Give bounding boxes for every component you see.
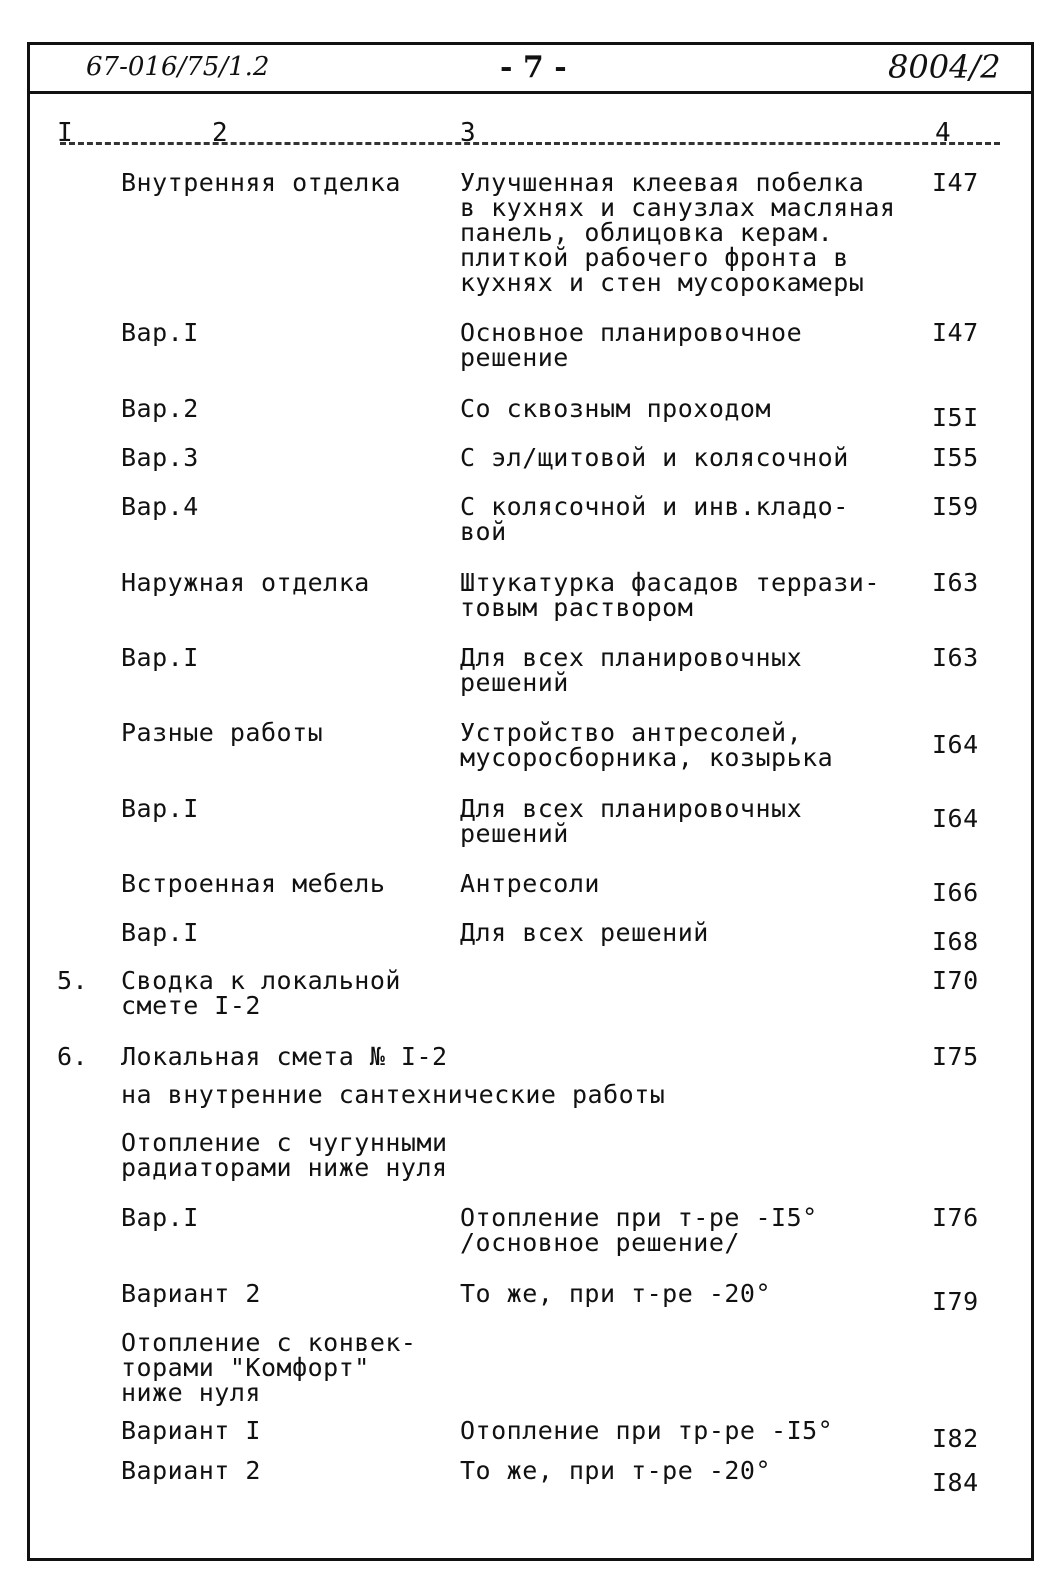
cell-row17-c2: Вариант 2: [121, 1279, 261, 1308]
header-dash-line: [60, 142, 1000, 145]
cell-row7-c3: Для всех планировочных решений: [460, 643, 803, 697]
cell-row4-c4: I55: [932, 443, 979, 472]
cell-row13-c1: 6.: [57, 1042, 89, 1071]
cell-row12-c1: 5.: [57, 966, 89, 995]
cell-row8-c3: Устройство антресолей, мусоросборника, козырька: [460, 718, 834, 772]
cell-row3-c4: I5I: [932, 403, 979, 432]
cell-row10-c4: I66: [932, 878, 979, 907]
cell-row15-c2: Отопление с чугунными радиаторами ниже нуля: [121, 1128, 448, 1182]
column-header-3: 3: [460, 118, 476, 148]
cell-row7-c4: I63: [932, 643, 979, 672]
cell-row8-c2: Разные работы: [121, 718, 324, 747]
cell-row6-c2: Наружная отделка: [121, 568, 370, 597]
column-header-2: 2: [212, 118, 228, 148]
cell-row17-c4: I79: [932, 1287, 979, 1316]
cell-row1-c2: Внутренняя отделка: [121, 168, 401, 197]
document-number: 8004/2: [888, 48, 1001, 86]
cell-row6-c4: I63: [932, 568, 979, 597]
cell-row4-c3: С эл/щитовой и колясочной: [460, 443, 849, 472]
cell-row12-c2: Сводка к локальной смете I-2: [121, 966, 401, 1020]
cell-row3-c2: Вар.2: [121, 394, 199, 423]
cell-row19-c2: Вариант I: [121, 1416, 261, 1445]
cell-row1-c3: Улучшенная клеевая побелка в кухнях и санузлах масляная панель, облицовка керам. плиткой рабочего фронта в кухнях и стен мусорокамеры: [460, 168, 896, 297]
cell-row20-c2: Вариант 2: [121, 1456, 261, 1485]
cell-row3-c3: Со сквозным проходом: [460, 394, 772, 423]
cell-row16-c2: Вар.I: [121, 1203, 199, 1232]
cell-row18-c2: Отопление с конвек- торами "Комфорт" ниже нуля: [121, 1328, 417, 1407]
cell-row19-c4: I82: [932, 1424, 979, 1453]
page-number: - 7 -: [500, 50, 567, 85]
cell-row12-c4: I70: [932, 966, 979, 995]
document-code: 67-016/75/1.2: [86, 52, 270, 82]
cell-row9-c4: I64: [932, 804, 979, 833]
cell-row2-c2: Вар.I: [121, 318, 199, 347]
cell-row1-c4: I47: [932, 168, 979, 197]
cell-row10-c2: Встроенная мебель: [121, 869, 386, 898]
cell-row7-c2: Вар.I: [121, 643, 199, 672]
cell-row11-c3: Для всех решений: [460, 918, 709, 947]
cell-row10-c3: Антресоли: [460, 869, 600, 898]
cell-row2-c3: Основное планировочное решение: [460, 318, 803, 372]
cell-row13-c2: Локальная смета № I-2: [121, 1042, 448, 1071]
header-divider: [27, 91, 1034, 94]
cell-row8-c4: I64: [932, 730, 979, 759]
cell-row20-c3: То же, при т-ре -20°: [460, 1456, 772, 1485]
cell-row11-c2: Вар.I: [121, 918, 199, 947]
cell-row14-c2: на внутренние сантехнические работы: [121, 1080, 666, 1109]
cell-row11-c4: I68: [932, 927, 979, 956]
cell-row9-c3: Для всех планировочных решений: [460, 794, 803, 848]
cell-row19-c3: Отопление при тр-ре -I5°: [460, 1416, 834, 1445]
cell-row4-c2: Вар.3: [121, 443, 199, 472]
cell-row9-c2: Вар.I: [121, 794, 199, 823]
cell-row17-c3: То же, при т-ре -20°: [460, 1279, 772, 1308]
cell-row13-c4: I75: [932, 1042, 979, 1071]
cell-row5-c3: С колясочной и инв.кладо- вой: [460, 492, 849, 546]
cell-row5-c2: Вар.4: [121, 492, 199, 521]
cell-row2-c4: I47: [932, 318, 979, 347]
cell-row6-c3: Штукатурка фасадов террази- товым раствором: [460, 568, 880, 622]
cell-row5-c4: I59: [932, 492, 979, 521]
cell-row16-c4: I76: [932, 1203, 979, 1232]
cell-row16-c3: Отопление при т-ре -I5° /основное решение/: [460, 1203, 818, 1257]
column-header-4: 4: [935, 118, 951, 148]
cell-row20-c4: I84: [932, 1468, 979, 1497]
column-header-1: I: [57, 118, 73, 148]
